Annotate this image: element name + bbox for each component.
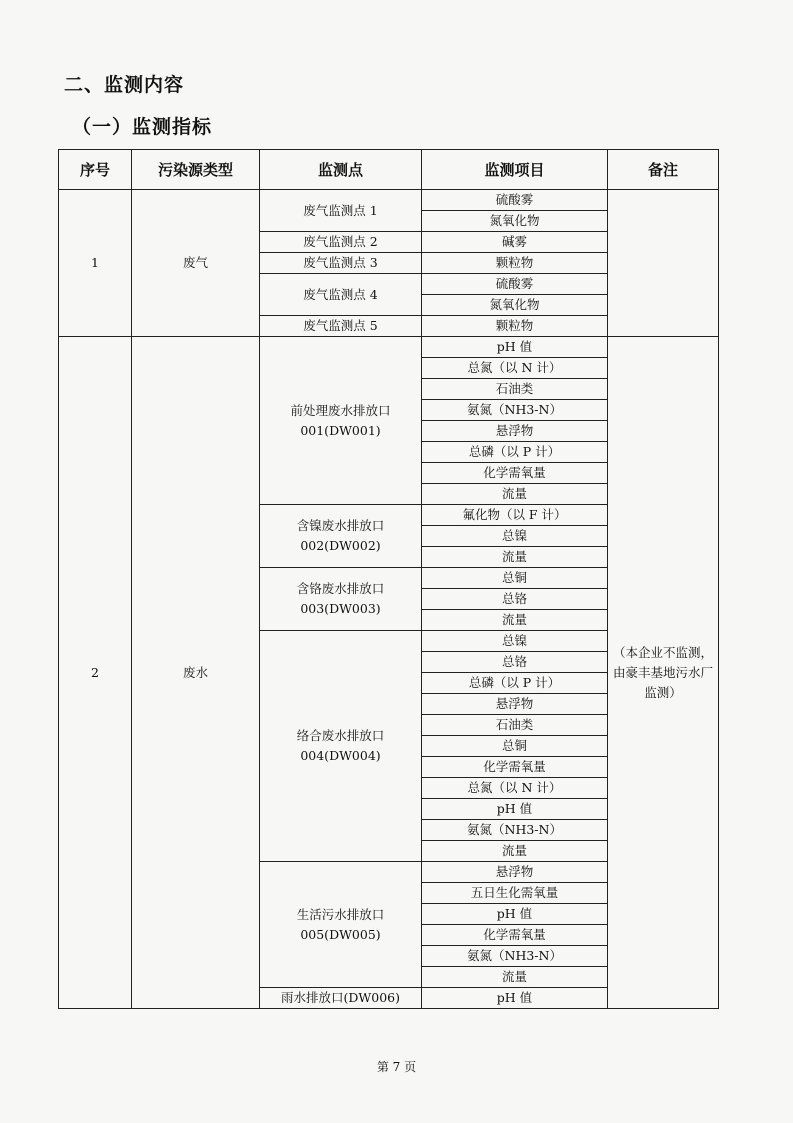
- note-cell: （本企业不监测，由豪丰基地污水厂监测）: [608, 337, 719, 1009]
- monitoring-item-cell: 流量: [422, 967, 608, 988]
- monitoring-item-cell: 总氮（以 N 计）: [422, 778, 608, 799]
- monitoring-item-cell: 氨氮（NH3-N）: [422, 946, 608, 967]
- monitoring-item-cell: 总铜: [422, 736, 608, 757]
- monitoring-item-cell: 流量: [422, 610, 608, 631]
- monitoring-item-cell: pH 值: [422, 988, 608, 1009]
- monitoring-item-cell: 总镍: [422, 526, 608, 547]
- monitoring-item-cell: pH 值: [422, 904, 608, 925]
- monitoring-item-cell: 氮氧化物: [422, 211, 608, 232]
- monitoring-item-cell: 氨氮（NH3-N）: [422, 820, 608, 841]
- monitoring-item-cell: 颗粒物: [422, 316, 608, 337]
- monitoring-point-cell: 雨水排放口(DW006): [260, 988, 422, 1009]
- source-type-cell: 废气: [132, 190, 260, 337]
- table-header-row: [59, 150, 719, 190]
- monitoring-item-cell: 氮氧化物: [422, 295, 608, 316]
- section-title: 二、监测内容: [64, 74, 185, 96]
- monitoring-point-cell: 含铬废水排放口003(DW003): [260, 568, 422, 631]
- monitoring-item-cell: 总铬: [422, 589, 608, 610]
- monitoring-item-cell: 总镍: [422, 631, 608, 652]
- monitoring-item-cell: 流量: [422, 547, 608, 568]
- note-cell: [608, 190, 719, 337]
- monitoring-item-cell: 化学需氧量: [422, 757, 608, 778]
- subsection-title: （一）监测指标: [72, 116, 213, 138]
- table-row: [59, 337, 719, 358]
- monitoring-item-cell: 五日生化需氧量: [422, 883, 608, 904]
- monitoring-item-cell: 总磷（以 P 计）: [422, 442, 608, 463]
- table-body: [59, 190, 719, 1009]
- monitoring-indicator-table: [58, 149, 719, 1009]
- seq-cell: 2: [59, 337, 132, 1009]
- monitoring-item-cell: 总氮（以 N 计）: [422, 358, 608, 379]
- monitoring-point-cell: 废气监测点 1: [260, 190, 422, 232]
- monitoring-point-cell: 前处理废水排放口001(DW001): [260, 337, 422, 505]
- monitoring-item-cell: 总铬: [422, 652, 608, 673]
- monitoring-point-cell: 废气监测点 4: [260, 274, 422, 316]
- monitoring-item-cell: 硫酸雾: [422, 190, 608, 211]
- source-type-cell: 废水: [132, 337, 260, 1009]
- monitoring-item-cell: 总铜: [422, 568, 608, 589]
- header-cell: 监测项目: [422, 150, 608, 190]
- monitoring-point-cell: 生活污水排放口005(DW005): [260, 862, 422, 988]
- page-number: 第 7 页: [376, 1060, 417, 1074]
- monitoring-item-cell: 流量: [422, 484, 608, 505]
- monitoring-item-cell: 硫酸雾: [422, 274, 608, 295]
- monitoring-item-cell: 化学需氧量: [422, 463, 608, 484]
- monitoring-point-cell: 络合废水排放口004(DW004): [260, 631, 422, 862]
- monitoring-item-cell: 悬浮物: [422, 694, 608, 715]
- seq-cell: 1: [59, 190, 132, 337]
- monitoring-item-cell: 总磷（以 P 计）: [422, 673, 608, 694]
- monitoring-item-cell: 颗粒物: [422, 253, 608, 274]
- table-row: [59, 190, 719, 211]
- monitoring-item-cell: pH 值: [422, 337, 608, 358]
- header-cell: 备注: [608, 150, 719, 190]
- monitoring-item-cell: 氨氮（NH3-N）: [422, 400, 608, 421]
- monitoring-point-cell: 含镍废水排放口002(DW002): [260, 505, 422, 568]
- monitoring-item-cell: pH 值: [422, 799, 608, 820]
- monitoring-item-cell: 流量: [422, 841, 608, 862]
- monitoring-item-cell: 悬浮物: [422, 421, 608, 442]
- monitoring-item-cell: 碱雾: [422, 232, 608, 253]
- header-cell: 污染源类型: [132, 150, 260, 190]
- monitoring-item-cell: 石油类: [422, 379, 608, 400]
- monitoring-point-cell: 废气监测点 2: [260, 232, 422, 253]
- monitoring-point-cell: 废气监测点 5: [260, 316, 422, 337]
- monitoring-point-cell: 废气监测点 3: [260, 253, 422, 274]
- header-cell: 监测点: [260, 150, 422, 190]
- monitoring-item-cell: 氟化物（以 F 计）: [422, 505, 608, 526]
- header-cell: 序号: [59, 150, 132, 190]
- monitoring-item-cell: 化学需氧量: [422, 925, 608, 946]
- monitoring-item-cell: 石油类: [422, 715, 608, 736]
- monitoring-item-cell: 悬浮物: [422, 862, 608, 883]
